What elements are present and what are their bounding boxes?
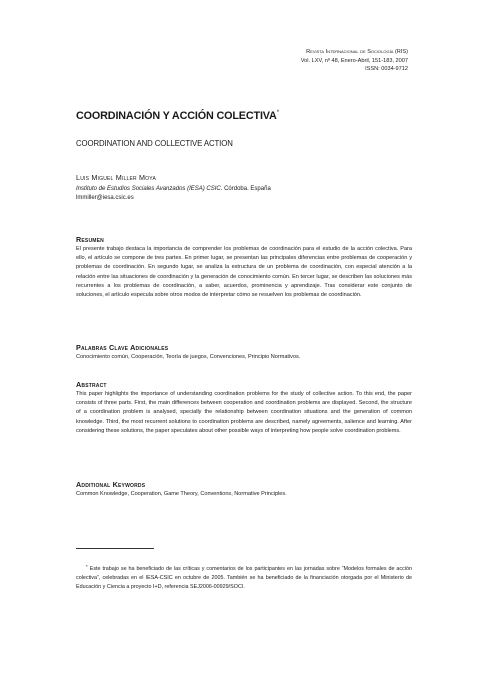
journal-name: Revista Internacional de Sociología (RIS) (306, 49, 408, 55)
author-affiliation (76, 185, 271, 194)
footnote-separator (76, 548, 154, 549)
resumen-section (76, 235, 412, 300)
keywords-heading: Additional Keywords (76, 480, 146, 489)
journal-header (301, 48, 408, 74)
resumen-heading: Resumen (76, 235, 104, 244)
author-email: lmmiller@iesa.csic.es (76, 195, 134, 202)
journal-issn: ISSN: 0034-9712 (365, 66, 408, 73)
author-block (76, 173, 271, 204)
affiliation-location: . Córdoba. España (220, 186, 271, 193)
title-footnote-mark: * (276, 110, 279, 116)
footnote-mark: * (86, 564, 88, 569)
article-title (76, 110, 416, 122)
abstract-heading: Abstract (76, 380, 107, 389)
resumen-text: El presente trabajo destaca la importancia de comprender los problemas de coordinación para el estudio de la acción colectiva. Para ello, el artículo se compone de tres partes. En primer lugar, se presentan las principales diferencias entre problemas de cooperación y problemas de coordinación. En segundo lugar, se analiza la estructura de un problema de coordinación, con especial atención a la relación entre las situaciones de coordinación y la generación de conocimiento común. En tercer lugar, se describen las soluciones más recurrentes a los problemas de coordinación, a saber, acuerdos, prominencia y aprendizaje. Tras considerar este conjunto de soluciones, el artículo especula sobre otros modos de interpretar cómo se resuelven los problemas de coordinación. (76, 246, 412, 299)
footnote (76, 562, 412, 593)
affiliation-institution: Instituto de Estudios Sociales Avanzados (IESA) CSIC (76, 186, 221, 193)
abstract-text: This paper highlights the importance of understanding coordination problems for the study of collective action. To this end, the paper consists of three parts. First, the main differences between cooperation and coordination problems are displayed. Second, the structure of a coordination problem is analysed, specially the relationship between coordination situations and the generation of common knowledge. Third, the most recurrent solutions to coordination problems are described, namely agreements, salience and learning. After considering these solutions, the paper speculates about other possible ways of interpreting how people solve coordination problems. (76, 391, 412, 434)
palabras-heading: Palabras Clave Adicionales (76, 343, 169, 352)
palabras-section (76, 343, 412, 362)
article-title-text: COORDINACIÓN Y ACCIÓN COLECTIVA (76, 110, 277, 122)
article-title-english: COORDINATION AND COLLECTIVE ACTION (76, 139, 233, 148)
journal-volume: Vol. LXV, nº 48, Enero-Abril, 151-183, 2007 (300, 57, 408, 64)
footnote-text: Este trabajo se ha beneficiado de las críticas y comentarios de los participantes en las jornadas sobre “Modelos formales de acción colectiva”, celebradas en el IESA-CSIC en octubre de 2005. También se ha beneficiado de la financiación otorgada por el Ministerio de Educación y Ciencia a proyecto I+D, referencia SEJ2006-00929/SOCI. (76, 566, 412, 591)
keywords-text: Common Knowledge, Cooperation, Game Theory, Conventions, Normative Principles. (76, 491, 287, 497)
abstract-section (76, 380, 412, 436)
palabras-text: Conocimiento común, Cooperación, Teoría de juegos, Convenciones, Principio Normativos. (76, 354, 301, 360)
title-block (76, 110, 416, 148)
author-name: Luis Miguel Miller Moya (76, 173, 156, 182)
keywords-section (76, 480, 412, 499)
